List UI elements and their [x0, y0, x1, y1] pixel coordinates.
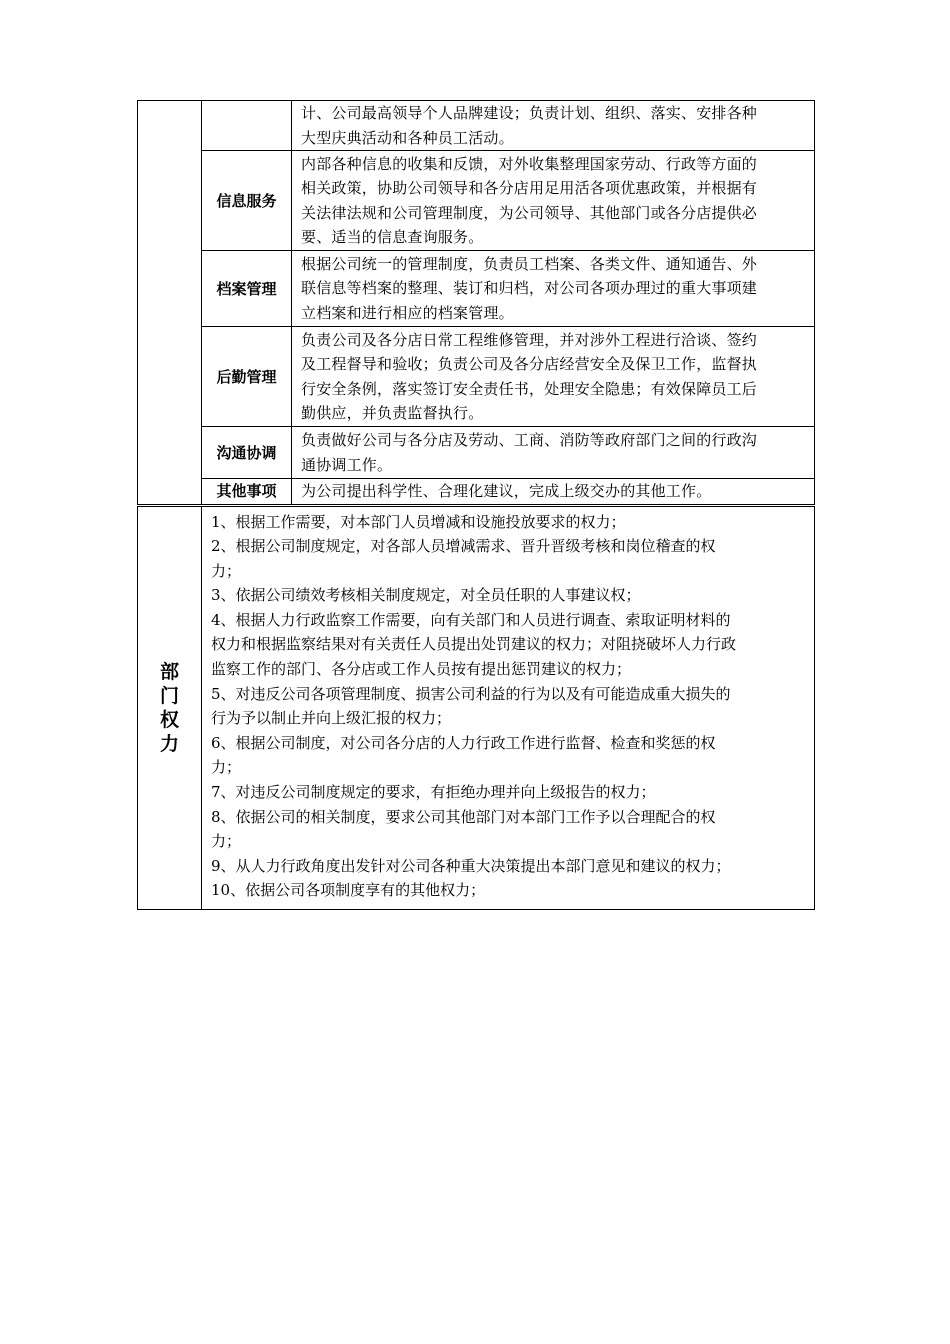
rights-line: 8、依据公司的相关制度，要求公司其他部门对本部门工作予以合理配合的权 — [211, 807, 716, 826]
rights-title-char: 权 — [159, 708, 179, 731]
rights-line: 权力和根据监察结果对有关责任人员提出处罚建议的权力；对阻挠破坏人力行政 — [211, 635, 737, 654]
rights-title-char: 力 — [159, 732, 179, 755]
duty-label: 信息服务 — [202, 151, 292, 251]
duty-row — [138, 327, 815, 427]
duty-description-line: 及工程督导和验收；负责公司及各分店经营安全及保卫工作，监督执 — [301, 355, 758, 373]
duty-description-line: 要、适当的信息查询服务。 — [301, 228, 484, 246]
responsibility-table — [137, 100, 815, 910]
rights-title-char: 部 — [159, 660, 179, 683]
rights-line: 3、依据公司绩效考核相关制度规定，对全员任职的人事建议权； — [211, 586, 641, 605]
rights-line: 4、根据人力行政监察工作需要，向有关部门和人员进行调查、索取证明材料的 — [211, 610, 731, 629]
duty-description-line: 负责做好公司与各分店及劳动、工商、消防等政府部门之间的行政沟 — [301, 431, 758, 449]
duty-description-line: 根据公司统一的管理制度，负责员工档案、各类文件、通知通告、外 — [301, 254, 758, 273]
rights-line: 力； — [211, 758, 242, 777]
duty-label: 其他事项 — [202, 479, 292, 506]
duty-row — [138, 427, 815, 479]
duty-description-line: 勤供应，并负责监督执行。 — [301, 404, 484, 422]
rights-line: 监察工作的部门、各分店或工作人员按有提出惩罚建议的权力； — [211, 660, 632, 679]
duty-description — [292, 327, 815, 427]
duties-section-cell — [138, 101, 202, 506]
duty-description-line: 行安全条例，落实签订安全责任书，处理安全隐患；有效保障员工后 — [301, 379, 758, 398]
duty-description — [292, 151, 815, 251]
rights-line: 2、根据公司制度规定，对各部人员增减需求、晋升晋级考核和岗位稽查的权 — [211, 537, 716, 556]
rights-row — [138, 505, 815, 910]
duty-row — [138, 101, 815, 151]
rights-line: 1、根据工作需要，对本部门人员增减和设施投放要求的权力； — [211, 512, 626, 531]
rights-line: 10、依据公司各项制度享有的其他权力； — [211, 881, 486, 900]
rights-line: 力； — [211, 832, 242, 851]
duty-label — [202, 101, 292, 151]
duty-description-line: 为公司提出科学性、合理化建议，完成上级交办的其他工作。 — [301, 482, 712, 500]
duty-description — [292, 101, 815, 151]
duty-description-line: 负责公司及各分店日常工程维修管理，并对涉外工程进行洽谈、签约 — [301, 330, 758, 349]
duty-description-line: 内部各种信息的收集和反馈，对外收集整理国家劳动、行政等方面的 — [301, 154, 758, 173]
duty-row — [138, 251, 815, 327]
rights-title-char: 门 — [159, 684, 179, 707]
duty-row — [138, 479, 815, 506]
rights-section-title — [138, 505, 202, 910]
rights-line: 6、根据公司制度，对公司各分店的人力行政工作进行监督、检查和奖惩的权 — [211, 733, 716, 752]
duty-description — [292, 479, 815, 506]
duty-description-line: 相关政策，协助公司领导和各分店用足用活各项优惠政策，并根据有 — [301, 179, 758, 197]
duty-row — [138, 151, 815, 251]
duty-description-line: 大型庆典活动和各种员工活动。 — [301, 128, 514, 147]
rights-line: 9、从人力行政角度出发针对公司各种重大决策提出本部门意见和建议的权力； — [211, 856, 731, 875]
rights-list — [202, 505, 815, 910]
duty-description — [292, 427, 815, 479]
duty-description-line: 立档案和进行相应的档案管理。 — [301, 303, 514, 322]
duty-description-line: 关法律法规和公司管理制度，为公司领导、其他部门或各分店提供必 — [301, 203, 758, 222]
rights-line: 力； — [211, 561, 242, 580]
rights-line: 行为予以制止并向上级汇报的权力； — [211, 709, 452, 728]
rights-line: 5、对违反公司各项管理制度、损害公司利益的行为以及有可能造成重大损失的 — [211, 684, 731, 703]
document-page — [137, 100, 814, 910]
duty-description-line: 计、公司最高领导个人品牌建设；负责计划、组织、落实、安排各种 — [301, 104, 758, 122]
rights-line: 7、对违反公司制度规定的要求，有拒绝办理并向上级报告的权力； — [211, 783, 656, 802]
duty-description-line: 通协调工作。 — [301, 455, 393, 474]
duty-label: 档案管理 — [202, 251, 292, 327]
duty-label: 后勤管理 — [202, 327, 292, 427]
duty-description-line: 联信息等档案的整理、装订和归档，对公司各项办理过的重大事项建 — [301, 279, 758, 298]
duty-label: 沟通协调 — [202, 427, 292, 479]
duty-description — [292, 251, 815, 327]
